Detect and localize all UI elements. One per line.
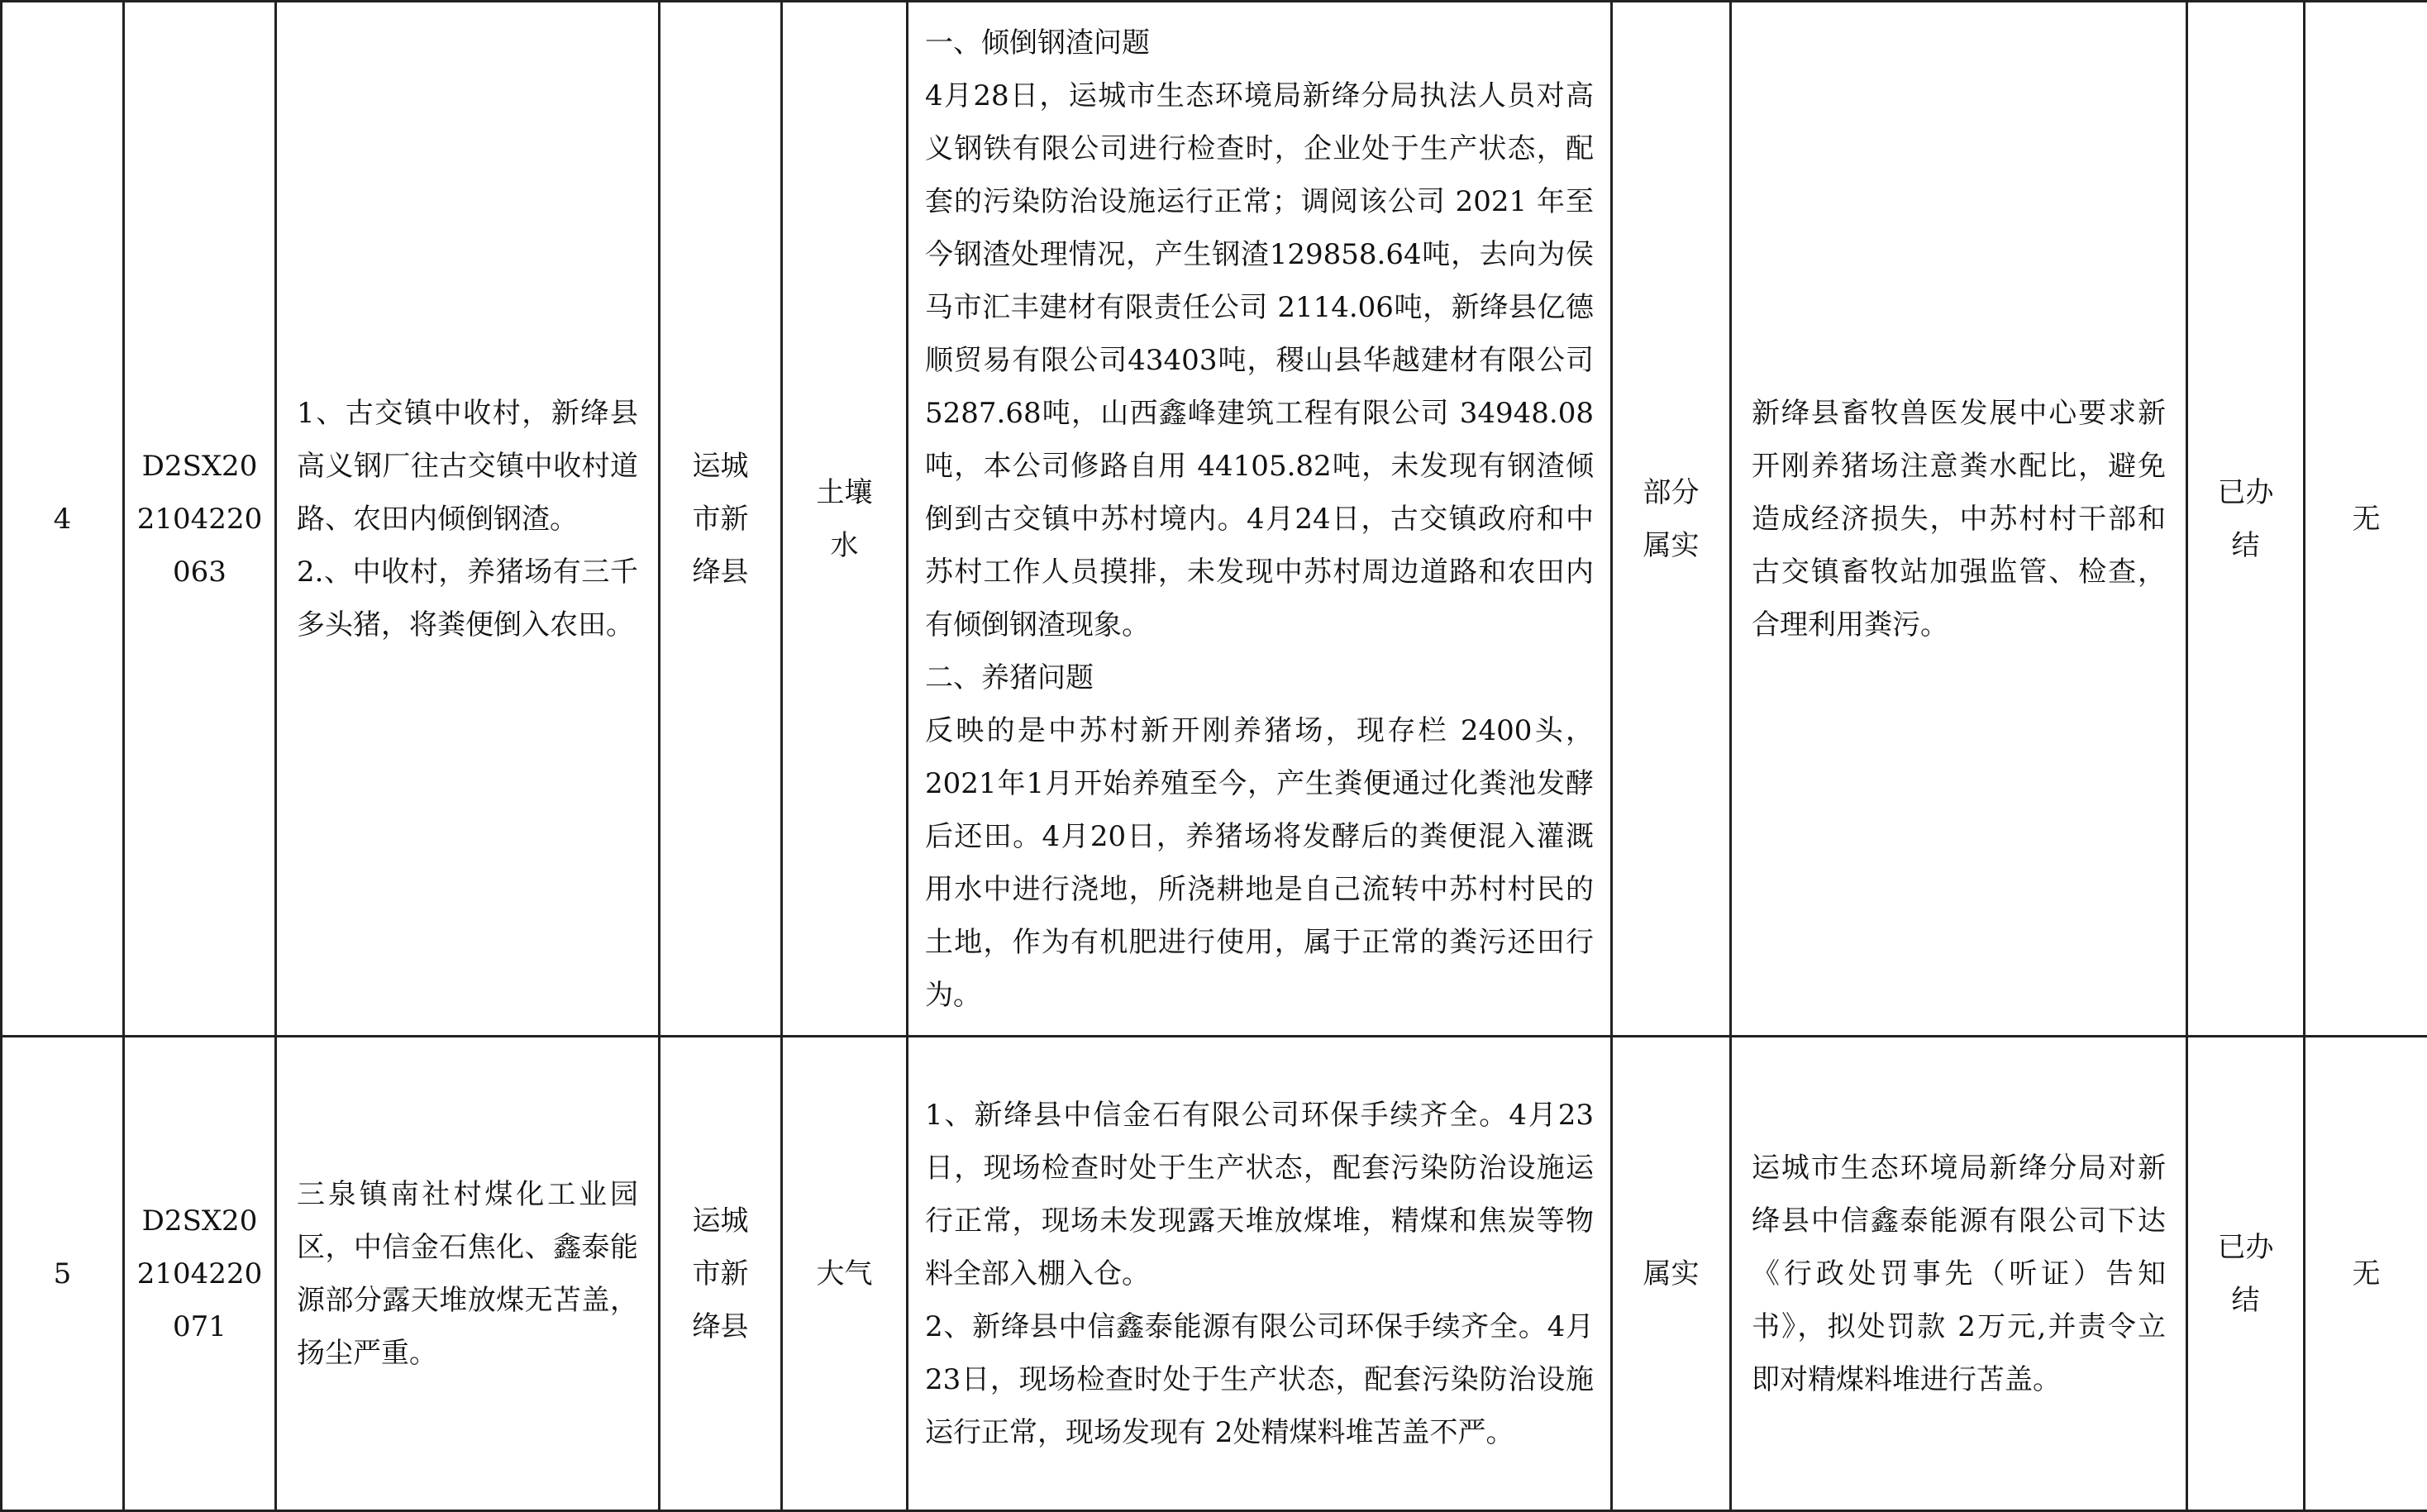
- accountability: 无: [2305, 1037, 2427, 1511]
- status: 已办结: [2187, 2, 2305, 1037]
- table-row: [2, 2, 2427, 1037]
- investigation-paragraph: 2、新绛县中信鑫泰能源有限公司环保手续齐全。4月23日，现场检查时处于生产状态，配套污染防治设施运行正常，现场发现有 2处精煤料堆苫盖不严。: [925, 1300, 1594, 1459]
- investigation-heading: 一、倾倒钢渣问题: [925, 17, 1594, 69]
- case-id: D2SX202104220063: [124, 2, 276, 1037]
- investigation-cell: [908, 2, 1612, 1037]
- complaint-item: 1、古交镇中收村，新绛县高义钢厂往古交镇中收村道路、农田内倾倒钢渣。: [297, 387, 638, 546]
- row-index: 4: [2, 2, 124, 1037]
- verdict: 属实: [1612, 1037, 1731, 1511]
- handling: 运城市生态环境局新绛分局对新绛县中信鑫泰能源有限公司下达《行政处罚事先（听证）告知书》，拟处罚款 2万元,并责令立即对精煤料堆进行苫盖。: [1731, 1037, 2187, 1511]
- handling: 新绛县畜牧兽医发展中心要求新开刚养猪场注意粪水配比，避免造成经济损失，中苏村村干部和古交镇畜牧站加强监管、检查，合理利用粪污。: [1731, 2, 2187, 1037]
- case-id: D2SX202104220071: [124, 1037, 276, 1511]
- investigation-heading: 二、养猪问题: [925, 651, 1594, 704]
- location: 运城市新绛县: [660, 2, 782, 1037]
- verdict: 部分属实: [1612, 2, 1731, 1037]
- accountability: 无: [2305, 2, 2427, 1037]
- location: 运城市新绛县: [660, 1037, 782, 1511]
- status: 已办结: [2187, 1037, 2305, 1511]
- investigation-paragraph: 1、新绛县中信金石有限公司环保手续齐全。4月23日，现场检查时处于生产状态，配套污染防治设施运行正常，现场未发现露天堆放煤堆，精煤和焦炭等物料全部入棚入仓。: [925, 1089, 1594, 1300]
- investigation-paragraph: 4月28日，运城市生态环境局新绛分局执法人员对高义钢铁有限公司进行检查时，企业处于生产状态，配套的污染防治设施运行正常；调阅该公司 2021 年至今钢渣处理情况，产生钢渣129858.64吨，去向为侯马市汇丰建材有限责任公司 2114.06吨，新绛县亿德顺贸易有限公司43403吨，稷山县华越建材有限公司 5287.68吨，山西鑫峰建筑工程有限公司 34948.08吨，本公司修路自用 44105.82吨，未发现有钢渣倾倒到古交镇中苏村境内。4月24日，古交镇政府和中苏村工作人员摸排，未发现中苏村周边道路和农田内有倾倒钢渣现象。: [925, 69, 1594, 651]
- complaint-item: 2.、中收村，养猪场有三千多头猪，将粪便倒入农田。: [297, 546, 638, 651]
- complaint-item: 三泉镇南社村煤化工业园区，中信金石焦化、鑫泰能源部分露天堆放煤无苫盖，扬尘严重。: [297, 1168, 638, 1380]
- complaint-cell: [276, 2, 660, 1037]
- row-index: 5: [2, 1037, 124, 1511]
- pollution-type: 土壤水: [782, 2, 908, 1037]
- investigation-cell: [908, 1037, 1612, 1511]
- pollution-type: 大气: [782, 1037, 908, 1511]
- table-row: [2, 1037, 2427, 1511]
- complaint-cell: [276, 1037, 660, 1511]
- investigation-paragraph: 反映的是中苏村新开刚养猪场，现存栏 2400头，2021年1月开始养殖至今，产生粪便通过化粪池发酵后还田。4月20日，养猪场将发酵后的粪便混入灌溉用水中进行浇地，所浇耕地是自己流转中苏村村民的土地，作为有机肥进行使用，属于正常的粪污还田行为。: [925, 704, 1594, 1022]
